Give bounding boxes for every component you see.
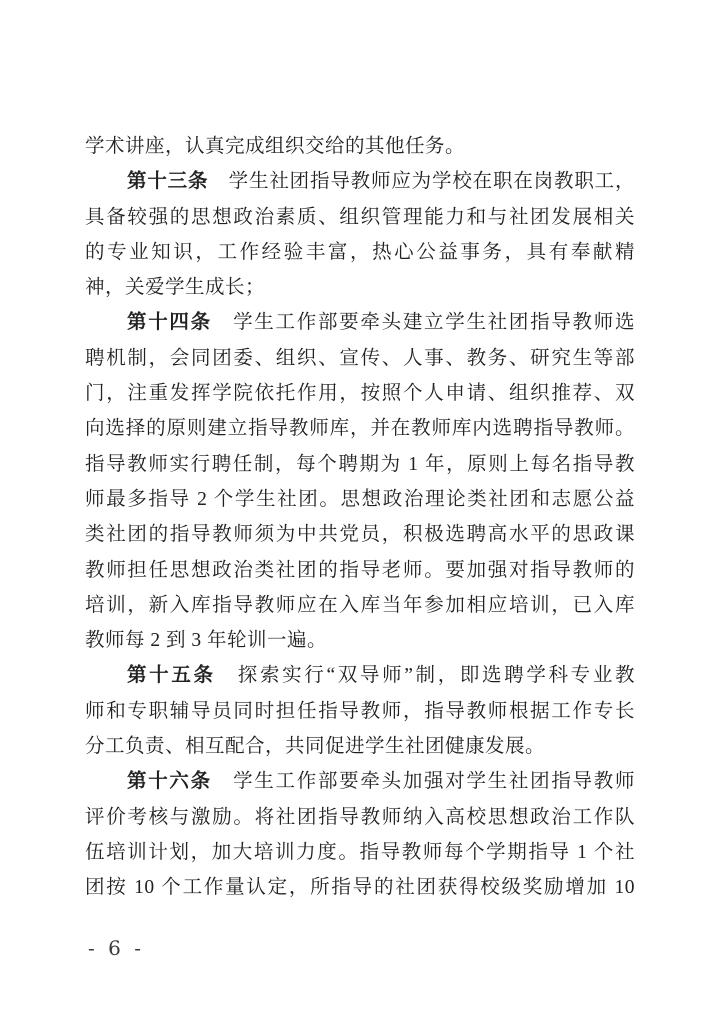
text-line (85, 164, 635, 199)
line-text: 门，注重发挥学院依托作用，按照个人申请、组织推荐、双 (85, 383, 635, 405)
text-line (85, 835, 635, 870)
text-line (85, 305, 635, 340)
line-text: 师最多指导 2 个学生社团。思想政治理论类社团和志愿公益 (85, 488, 635, 510)
line-text: 分工负责、相互配合，共同促进学生社团健康发展。 (85, 736, 546, 758)
text-line (85, 694, 635, 729)
text-line (85, 376, 635, 411)
line-text: 探索实行“双导师”制，即选聘学科专业教 (215, 665, 635, 687)
line-text: 具备较强的思想政治素质、组织管理能力和与社团发展相关 (85, 206, 635, 228)
line-text: 教师担任思想政治类社团的指导老师。要加强对指导教师的 (85, 559, 635, 581)
line-text: 向选择的原则建立指导教师库，并在教师库内选聘指导教师。 (85, 418, 635, 440)
text-line (85, 623, 635, 658)
text-line (85, 870, 635, 905)
text-line (85, 482, 635, 517)
article-number: 第十五条 (127, 664, 216, 687)
text-line (85, 800, 635, 835)
text-line (85, 553, 635, 588)
line-text: 学生工作部要牵头加强对学生社团指导教师 (211, 771, 635, 793)
text-line (85, 588, 635, 623)
line-text: 类社团的指导教师须为中共党员，积极选聘高水平的思政课 (85, 524, 635, 546)
article-number: 第十四条 (127, 311, 212, 334)
line-text: 神，关爱学生成长； (85, 277, 266, 299)
text-line (85, 235, 635, 270)
line-text: 师和专职辅导员同时担任指导教师，指导教师根据工作专长 (85, 700, 635, 722)
line-text: 聘机制，会同团委、组织、宣传、人事、教务、研究生等部 (85, 347, 635, 369)
text-line (85, 658, 635, 693)
text-line (85, 129, 635, 164)
text-line (85, 200, 635, 235)
line-text: 培训，新入库指导教师应在入库当年参加相应培训，已入库 (85, 594, 635, 616)
line-text: 团按 10 个工作量认定，所指导的社团获得校级奖励增加 10 (85, 877, 635, 899)
line-text: 学生社团指导教师应为学校在职在岗教职工， (208, 171, 635, 193)
line-text: 指导教师实行聘任制，每个聘期为 1 年，原则上每名指导教 (85, 453, 635, 475)
text-line (85, 411, 635, 446)
line-text: 教师每 2 到 3 年轮训一遍。 (85, 630, 328, 652)
text-line (85, 341, 635, 376)
article-number: 第十三条 (127, 170, 209, 193)
text-line (85, 270, 635, 305)
line-text: 学生工作部要牵头建立学生社团指导教师选 (211, 312, 635, 334)
text-line (85, 729, 635, 764)
line-text: 的专业知识，工作经验丰富，热心公益事务，具有奉献精 (85, 241, 635, 263)
text-line (85, 447, 635, 482)
article-number: 第十六条 (127, 770, 212, 793)
document-body (85, 129, 635, 906)
text-line (85, 764, 635, 799)
line-text: 伍培训计划，加大培训力度。指导教师每个学期指导 1 个社 (85, 841, 635, 863)
text-line (85, 517, 635, 552)
line-text: 学术讲座，认真完成组织交给的其他任务。 (85, 136, 466, 157)
line-text: 评价考核与激励。将社团指导教师纳入高校思想政治工作队 (85, 806, 635, 828)
page-number: - 6 - (88, 936, 143, 960)
